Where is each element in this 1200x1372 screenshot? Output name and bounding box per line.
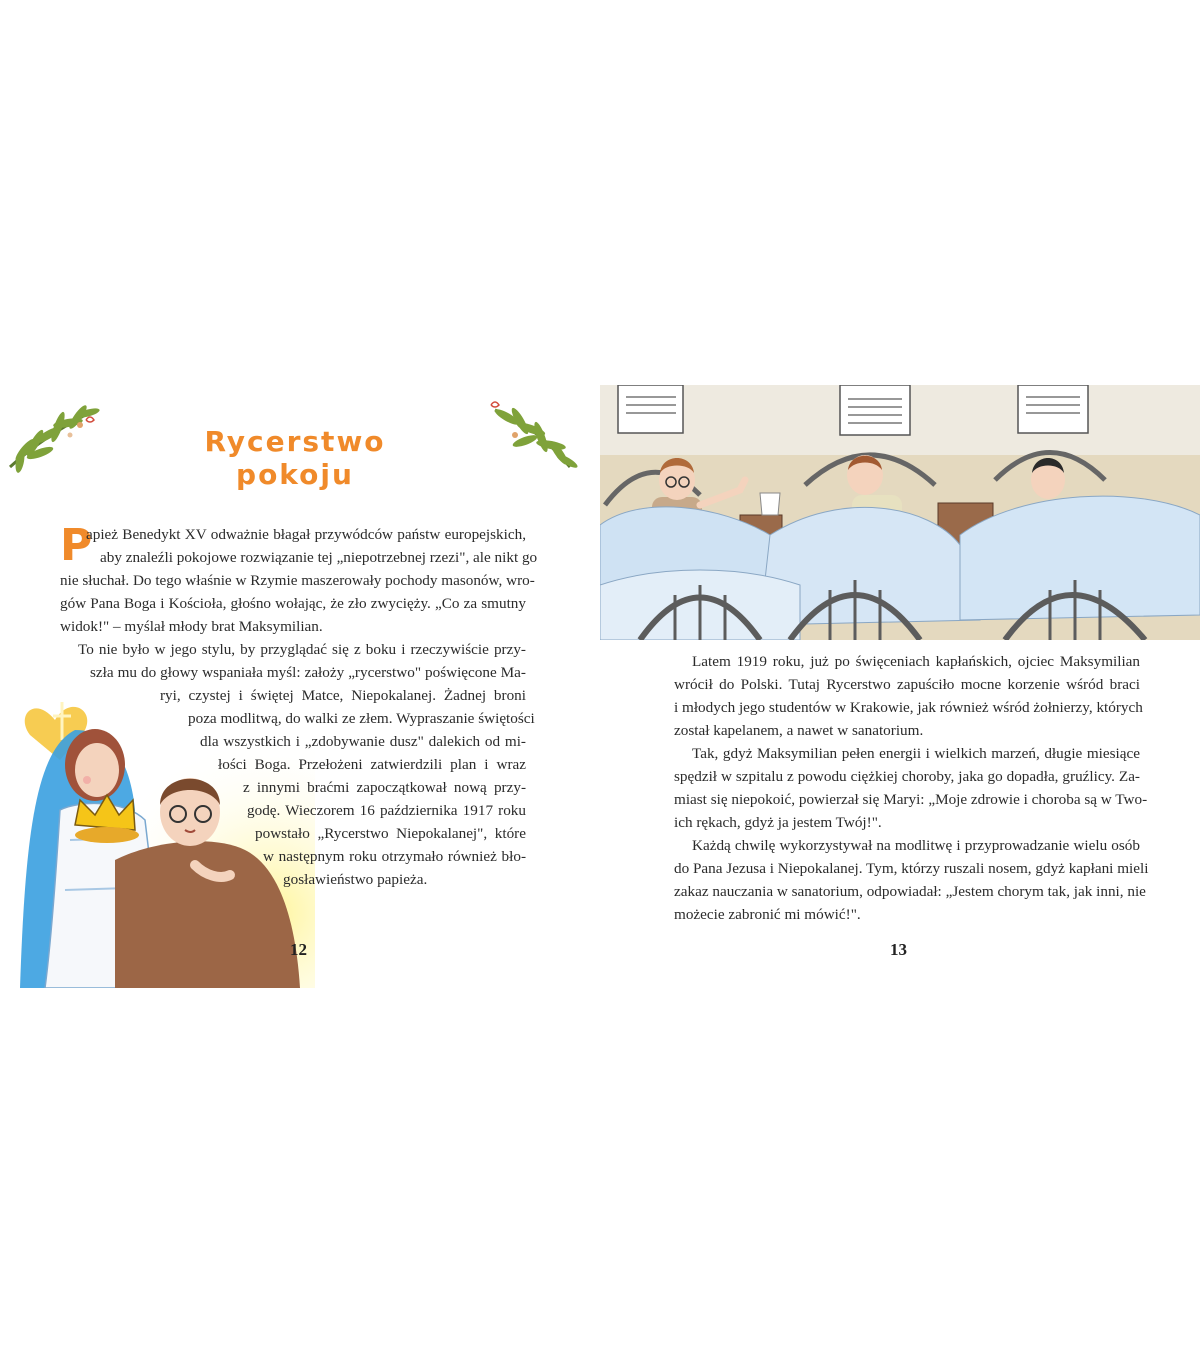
text-line: dla wszystkich i „zdobywanie dusz" dalekich od mi- [200,733,526,750]
text-line: Każdą chwilę wykorzystywał na modlitwę i przyprowadzanie wielu osób [692,837,1140,854]
text-line: spędził w szpitalu z powodu ciężkiej choroby, jaka go dopadła, gruźlicy. Za- [674,768,1140,785]
drop-cap: P [60,520,93,571]
page-number-right: 13 [890,940,907,959]
text-line: Tak, gdyż Maksymilian pełen energii i wielkich marzeń, długie miesiące [692,745,1140,762]
text-line: Latem 1919 roku, już po święceniach kapłańskich, ojciec Maksymilian [692,653,1140,670]
text-line: powstało „Rycerstwo Niepokalanej", które [255,825,526,842]
text-line: do Pana Jezusa i Niepokalanej. Tym, którzy ruszali nosem, gdyż kapłani mieli [674,860,1149,877]
text-line: aby znaleźli pokojowe rozwiązanie tej „niepotrzebnej rzezi", ale nikt go [100,549,538,566]
text-line: miast się niepokoić, powierzał się Maryi: „Moje zdrowie i choroba są w Two- [674,791,1148,808]
olive-branch-left-icon [0,395,105,475]
text-line: szła mu do głowy wspaniała myśl: założy „rycerstwo" poświęcone Ma- [90,664,526,681]
page-number-left: 12 [290,940,307,959]
text-line: godę. Wieczorem 16 października 1917 roku [247,802,526,819]
text-line: poza modlitwą, do walki ze złem. Wypraszanie świętości [188,710,535,727]
text-line: możecie zabronić mi mówić!". [674,906,861,923]
text-line: widok!" – myślał młody brat Maksymilian. [60,618,323,635]
text-line: wrócił do Polski. Tutaj Rycerstwo zapuściło mocne korzenie wśród braci [674,676,1140,693]
olive-branch-right-icon [485,395,585,475]
text-line: ich rękach, gdyż ja jestem Twój!". [674,814,882,831]
text-line: ryi, czystej i świętej Matce, Niepokalanej. Żadnej broni [160,687,526,704]
text-line: gosławieństwo papieża. [283,871,428,888]
text-line: został kapelanem, a nawet w sanatorium. [674,722,924,739]
hospital-ward-illustration [600,385,1200,640]
page-title: Rycerstwo pokoju [204,425,386,491]
text-line: łości Boga. Przełożeni zatwierdzili plan i wraz [218,756,526,773]
text-line: zakaz nauczania w sanatorium, odpowiadał: „Jestem chorym tak, jak inni, nie [674,883,1146,900]
text-line: nie słuchał. Do tego właśnie w Rzymie maszerowały pochody masonów, wro- [60,572,535,589]
text-line: gów Pana Boga i Kościoła, głośno wołając, że zło zwycięży. „Co za smutny [60,595,526,612]
text-line: w następnym roku otrzymało również bło- [263,848,526,865]
text-line: z innymi braćmi zapoczątkował nową przy- [243,779,526,796]
text-line: i młodych jego studentów w Krakowie, jak również wśród żołnierzy, których [674,699,1143,716]
text-line: apież Benedykt XV odważnie błagał przywódców państw europejskich, [86,526,526,543]
text-line: To nie było w jego stylu, by przyglądać się z boku i rzeczywiście przy- [78,641,526,658]
